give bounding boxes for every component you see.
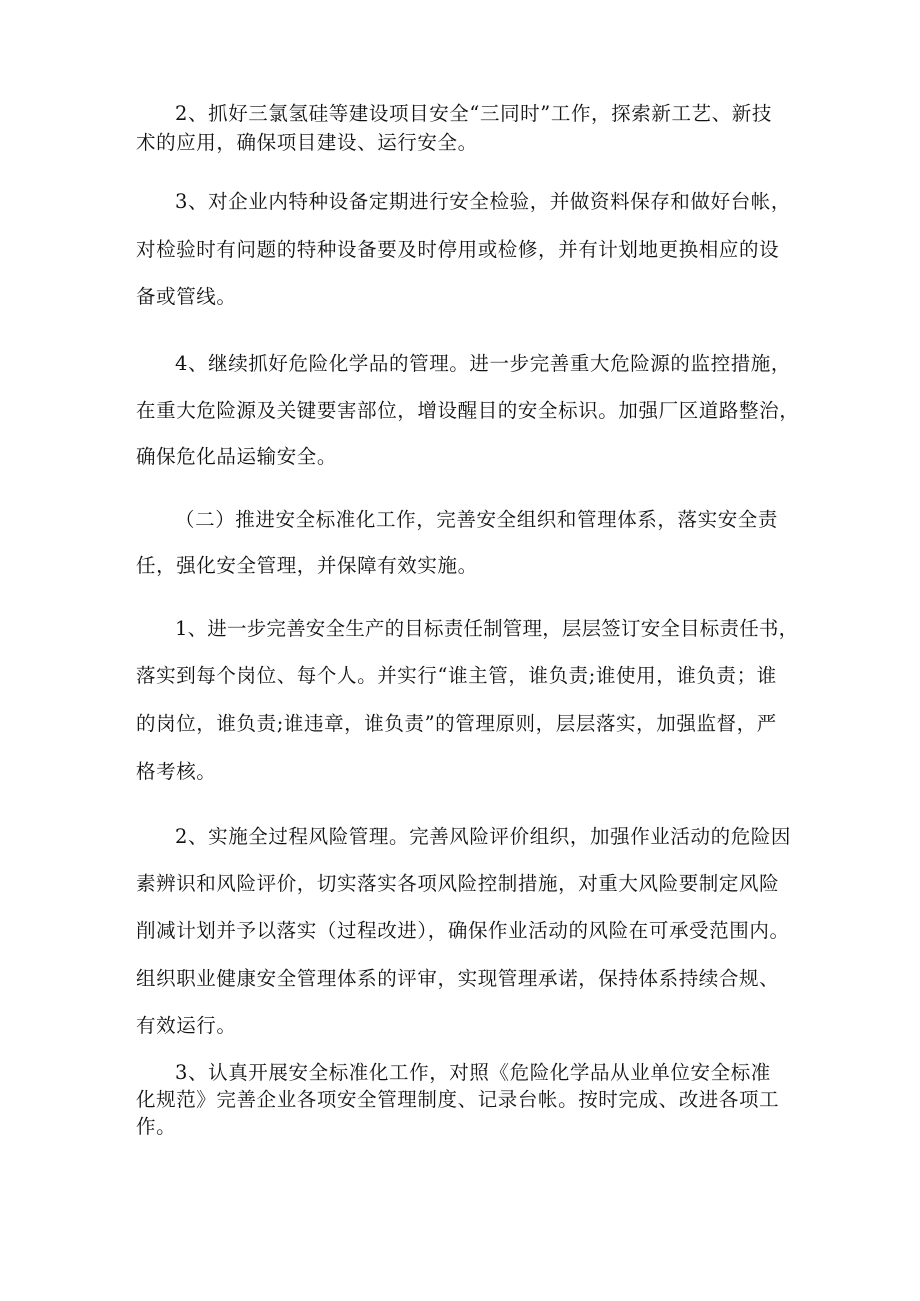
text-line: 有效运行。 — [136, 1014, 237, 1037]
text-line: 作。 — [136, 1115, 177, 1138]
text-line: 2、抓好三氯氢硅等建设项目安全“三同时”工作，探索新工艺、新技 — [175, 102, 772, 125]
text-line: 3、认真开展安全标准化工作，对照《危险化学品从业单位安全标准 — [175, 1061, 771, 1084]
text-line: （二）推进安全标准化工作，完善安全组织和管理体系，落实安全责 — [175, 508, 779, 531]
text-line: 任，强化安全管理，并保障有效实施。 — [136, 554, 478, 577]
text-line: 组织职业健康安全管理体系的评审，实现管理承诺，保持体系持续合规、 — [136, 967, 780, 990]
text-line: 4、继续抓好危险化学品的管理。进一步完善重大危险源的监控措施， — [175, 352, 792, 375]
text-line: 化规范》完善企业各项安全管理制度、记录台帐。按时完成、改进各项工 — [136, 1088, 780, 1111]
text-line: 确保危化品运输安全。 — [136, 445, 338, 468]
text-line: 3、对企业内特种设备定期进行安全检验，并做资料保存和做好台帐， — [175, 190, 792, 213]
text-line: 削减计划并予以落实（过程改进），确保作业活动的风险在可承受范围内。 — [136, 919, 790, 942]
text-line: 2、实施全过程风险管理。完善风险评价组织，加强作业活动的危险因 — [175, 825, 792, 848]
text-line: 1、进一步完善安全生产的目标责任制管理，层层签订安全目标责任书， — [175, 617, 799, 640]
text-line: 格考核。 — [136, 760, 217, 783]
text-line: 的岗位，谁负责;谁违章，谁负责”的管理原则，层层落实，加强监督，严 — [136, 712, 777, 735]
text-line: 落实到每个岗位、每个人。并实行“谁主管，谁负责;谁使用，谁负责；谁 — [136, 664, 777, 687]
text-line: 素辨识和风险评价，切实落实各项风险控制措施，对重大风险要制定风险 — [136, 872, 780, 895]
text-line: 备或管线。 — [136, 285, 237, 308]
text-line: 对检验时有问题的特种设备要及时停用或检修，并有计划地更换相应的设 — [136, 238, 780, 261]
text-line: 术的应用，确保项目建设、运行安全。 — [136, 131, 478, 154]
text-line: 在重大危险源及关键要害部位，增设醒目的安全标识。加强厂区道路整治， — [136, 399, 800, 422]
